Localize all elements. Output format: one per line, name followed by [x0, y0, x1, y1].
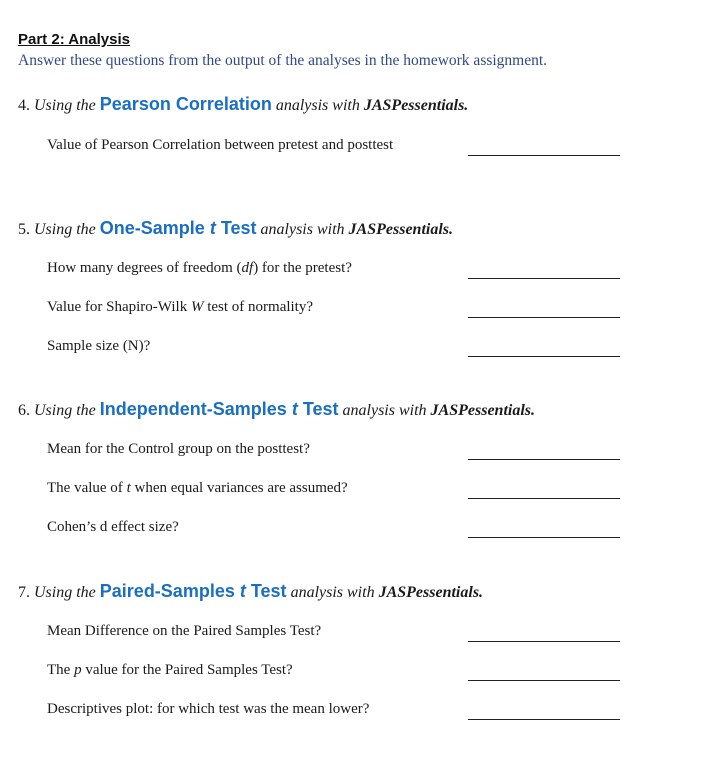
question-item	[47, 662, 620, 684]
question-6	[18, 396, 708, 535]
question-number: 7.	[18, 584, 30, 601]
answer-blank[interactable]	[468, 278, 620, 279]
item-label: The p value for the Paired Samples Test?	[47, 662, 293, 678]
item-label: Descriptives plot: for which test was the mean lower?	[47, 701, 370, 717]
tool-name: JASPessentials.	[348, 221, 454, 238]
question-7	[18, 578, 708, 717]
analysis-with-text: analysis with	[275, 97, 360, 114]
question-item	[47, 299, 620, 321]
analysis-name: Paired-Samples t Test	[99, 581, 287, 601]
item-label: Mean for the Control group on the posttest?	[47, 441, 310, 457]
answer-blank[interactable]	[468, 537, 620, 538]
answer-blank[interactable]	[468, 680, 620, 681]
using-text: Using the	[34, 221, 96, 238]
question-item	[47, 623, 620, 645]
question-item	[47, 338, 620, 360]
tool-name: JASPessentials.	[363, 97, 469, 114]
using-text: Using the	[34, 402, 96, 419]
analysis-name: One-Sample t Test	[99, 218, 257, 238]
tool-name: JASPessentials.	[378, 584, 484, 601]
question-number: 6.	[18, 402, 30, 419]
question-item	[47, 519, 620, 541]
question-5-heading	[18, 215, 708, 241]
question-item	[47, 260, 620, 282]
question-4-heading	[18, 91, 708, 117]
question-item	[47, 441, 620, 463]
item-label: Value of Pearson Correlation between pretest and posttest	[47, 137, 394, 153]
question-item	[47, 137, 620, 159]
question-number: 5.	[18, 221, 30, 238]
item-label: The value of t when equal variances are assumed?	[47, 480, 348, 496]
tool-name: JASPessentials.	[430, 402, 536, 419]
item-label: Value for Shapiro-Wilk W test of normality?	[47, 299, 314, 315]
analysis-name: Pearson Correlation	[99, 94, 272, 114]
analysis-name: Independent-Samples t Test	[99, 399, 339, 419]
item-label: Sample size (N)?	[47, 338, 151, 354]
part-subtitle: Answer these questions from the output of the analyses in the homework assignment.	[18, 52, 548, 69]
question-number: 4.	[18, 97, 30, 114]
answer-blank[interactable]	[468, 498, 620, 499]
part-title: Part 2: Analysis	[18, 31, 130, 48]
question-7-heading	[18, 578, 708, 604]
answer-blank[interactable]	[468, 356, 620, 357]
answer-blank[interactable]	[468, 317, 620, 318]
question-item	[47, 480, 620, 502]
using-text: Using the	[34, 97, 96, 114]
answer-blank[interactable]	[468, 719, 620, 720]
answer-blank[interactable]	[468, 641, 620, 642]
analysis-with-text: analysis with	[290, 584, 375, 601]
analysis-with-text: analysis with	[342, 402, 427, 419]
answer-blank[interactable]	[468, 155, 620, 156]
question-4	[18, 91, 708, 153]
analysis-with-text: analysis with	[260, 221, 345, 238]
answer-blank[interactable]	[468, 459, 620, 460]
question-item	[47, 701, 620, 723]
item-label: Mean Difference on the Paired Samples Test?	[47, 623, 322, 639]
question-6-heading	[18, 396, 708, 422]
item-label: Cohen’s d effect size?	[47, 519, 179, 535]
using-text: Using the	[34, 584, 96, 601]
question-5	[18, 215, 708, 354]
item-label: How many degrees of freedom (df) for the pretest?	[47, 260, 352, 276]
